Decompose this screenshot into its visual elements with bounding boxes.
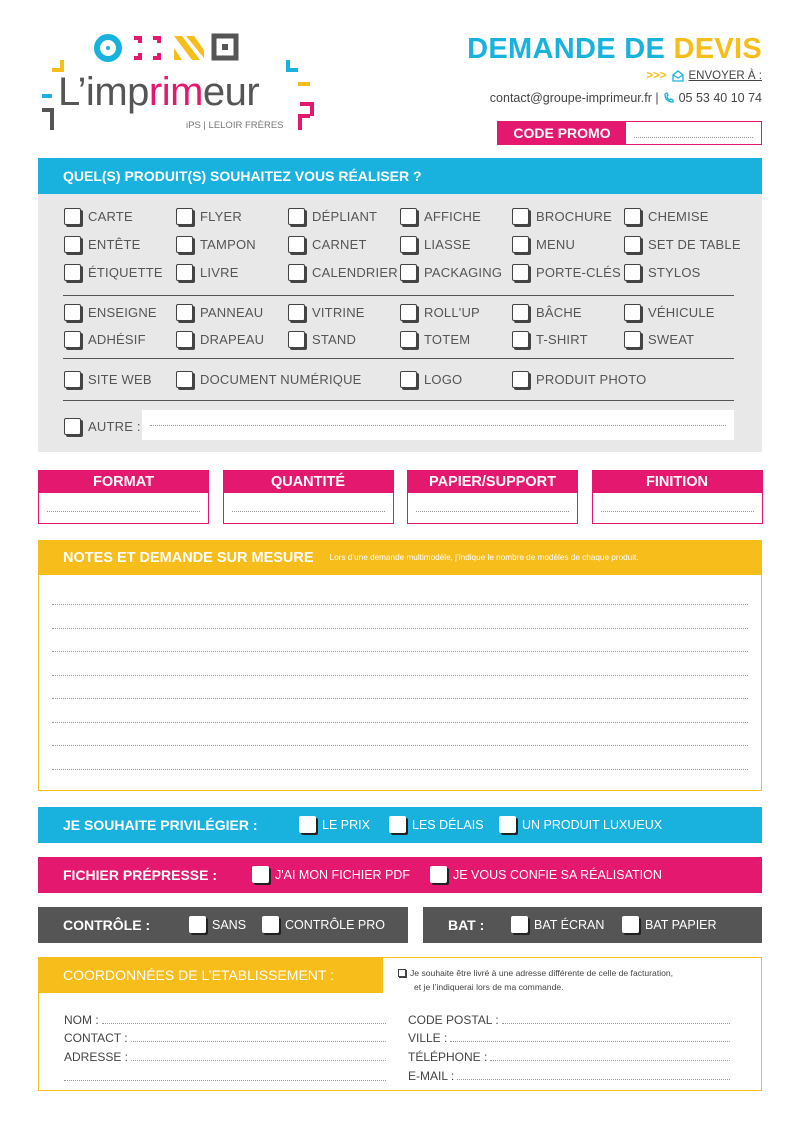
- notes-line[interactable]: [52, 675, 748, 676]
- send-label: ENVOYER À :: [688, 69, 762, 82]
- product-checkbox[interactable]: [512, 371, 529, 388]
- product-checkbox[interactable]: [512, 304, 529, 321]
- products-title: QUEL(S) PRODUIT(S) SOUHAITEZ VOUS RÉALISER ?: [38, 158, 762, 194]
- address-field-line2[interactable]: [64, 1080, 386, 1081]
- logo: [36, 30, 326, 140]
- priority-checkbox[interactable]: [499, 816, 516, 833]
- product-label: PORTE-CLÉS: [536, 265, 621, 280]
- control-option[interactable]: [189, 916, 246, 933]
- product-label: LIVRE: [200, 265, 239, 280]
- priority-option[interactable]: [499, 816, 662, 833]
- priority-option-label: UN PRODUIT LUXUEUX: [522, 817, 663, 832]
- product-label: BROCHURE: [536, 209, 612, 224]
- delivery-option[interactable]: [398, 966, 673, 994]
- product-option[interactable]: [288, 208, 377, 225]
- notes-line[interactable]: [52, 698, 748, 699]
- product-option[interactable]: [176, 264, 239, 281]
- logo-name-part2: rim: [148, 70, 203, 114]
- product-checkbox[interactable]: [64, 331, 81, 348]
- product-checkbox[interactable]: [288, 264, 305, 281]
- product-option[interactable]: [512, 331, 588, 348]
- product-checkbox[interactable]: [176, 371, 193, 388]
- product-option[interactable]: [512, 208, 612, 225]
- priority-checkbox[interactable]: [389, 816, 406, 833]
- prepress-checkbox[interactable]: [252, 866, 269, 883]
- product-option[interactable]: [288, 236, 367, 253]
- product-label: SET DE TABLE: [648, 237, 741, 252]
- page-title-part1: DEMANDE DE: [467, 33, 666, 65]
- product-option[interactable]: [176, 208, 242, 225]
- product-label: SWEAT: [648, 332, 695, 347]
- product-option[interactable]: [400, 331, 470, 348]
- product-option[interactable]: [512, 304, 582, 321]
- page-title: [467, 33, 762, 66]
- spec-label: FORMAT: [39, 471, 208, 493]
- product-label: CARNET: [312, 237, 367, 252]
- product-checkbox[interactable]: [512, 331, 529, 348]
- notes-header: [38, 540, 762, 575]
- product-label: DRAPEAU: [200, 332, 265, 347]
- paper-field[interactable]: [407, 470, 578, 524]
- notes-line[interactable]: [52, 604, 748, 605]
- product-checkbox[interactable]: [512, 236, 529, 253]
- control-option[interactable]: [262, 916, 385, 933]
- notes-line[interactable]: [52, 769, 748, 770]
- control-title: CONTRÔLE :: [63, 917, 151, 933]
- product-checkbox[interactable]: [624, 304, 641, 321]
- priority-option[interactable]: [389, 816, 484, 833]
- bat-checkbox[interactable]: [511, 916, 528, 933]
- product-option[interactable]: [176, 304, 263, 321]
- product-label: STAND: [312, 332, 357, 347]
- product-checkbox[interactable]: [176, 264, 193, 281]
- bat-checkbox[interactable]: [622, 916, 639, 933]
- product-option[interactable]: [400, 304, 480, 321]
- phone-field[interactable]: TÉLÉPHONE :: [408, 1050, 730, 1064]
- priority-option[interactable]: [299, 816, 370, 833]
- product-option[interactable]: [288, 264, 398, 281]
- priority-checkbox[interactable]: [299, 816, 316, 833]
- product-label: ENSEIGNE: [88, 305, 157, 320]
- product-label: CALENDRIER: [312, 265, 398, 280]
- product-option[interactable]: [64, 236, 140, 253]
- notes-title: NOTES ET DEMANDE SUR MESURE: [63, 549, 314, 566]
- product-option[interactable]: [400, 208, 481, 225]
- control-option-label: CONTRÔLE PRO: [285, 917, 386, 932]
- product-label: CARTE: [88, 209, 133, 224]
- contact-line: [490, 91, 762, 105]
- product-label: BÂCHE: [536, 305, 582, 320]
- product-checkbox[interactable]: [512, 264, 529, 281]
- product-option[interactable]: [512, 371, 646, 388]
- notes-line[interactable]: [52, 651, 748, 652]
- priority-option-label: LES DÉLAIS: [412, 817, 484, 832]
- product-label: VITRINE: [312, 305, 365, 320]
- delivery-line1: Je souhaite être livré à une adresse différente de celle de facturation,: [410, 968, 674, 978]
- divider: [63, 295, 734, 296]
- product-checkbox[interactable]: [624, 236, 641, 253]
- logo-name-part3: eur: [202, 70, 260, 114]
- product-checkbox[interactable]: [400, 236, 417, 253]
- product-option[interactable]: [64, 208, 133, 225]
- product-label: TOTEM: [424, 332, 471, 347]
- priority-option-label: LE PRIX: [322, 817, 370, 832]
- postal-field[interactable]: CODE POSTAL :: [408, 1013, 730, 1027]
- contact-title: COORDONNÉES DE L’ETABLISSEMENT :: [63, 967, 334, 983]
- promo-code-field[interactable]: [634, 122, 753, 138]
- product-checkbox[interactable]: [176, 304, 193, 321]
- prepress-checkbox[interactable]: [430, 866, 447, 883]
- contact-email[interactable]: contact@groupe-imprimeur.fr |: [489, 91, 659, 105]
- other-label: AUTRE :: [88, 419, 141, 434]
- bat-title: BAT :: [448, 917, 485, 933]
- product-option[interactable]: [624, 236, 741, 253]
- product-checkbox[interactable]: [512, 208, 529, 225]
- priority-title: JE SOUHAITE PRIVILÉGIER :: [63, 817, 258, 833]
- product-label: CHEMISE: [648, 209, 709, 224]
- prepress-title: FICHIER PRÉPRESSE :: [63, 867, 218, 883]
- product-checkbox[interactable]: [64, 236, 81, 253]
- other-option[interactable]: [64, 418, 141, 435]
- promo-code: [497, 121, 762, 145]
- prepress-option[interactable]: [430, 866, 662, 883]
- notes-line[interactable]: [52, 628, 748, 629]
- page-title-part2: DEVIS: [673, 33, 762, 65]
- product-label: LIASSE: [424, 237, 471, 252]
- format-field[interactable]: [38, 470, 209, 524]
- promo-code-label: CODE PROMO: [498, 122, 626, 144]
- other-checkbox[interactable]: [64, 418, 81, 435]
- address-field[interactable]: ADRESSE :: [64, 1050, 386, 1064]
- bat-option-label: BAT PAPIER: [645, 917, 717, 932]
- bat-option[interactable]: [511, 916, 604, 933]
- product-option[interactable]: [64, 264, 163, 281]
- product-checkbox[interactable]: [64, 304, 81, 321]
- product-label: DÉPLIANT: [312, 209, 378, 224]
- product-option[interactable]: [624, 304, 715, 321]
- product-label: ADHÉSIF: [88, 332, 146, 347]
- product-label: ENTÊTE: [88, 237, 141, 252]
- contact-header: [38, 957, 383, 993]
- spec-label: FINITION: [593, 471, 762, 493]
- control-checkbox[interactable]: [262, 916, 279, 933]
- notes-hint: Lors d’une demande multimodèle, j’indique le nombre de modèles de chaque produit.: [329, 553, 639, 562]
- product-option[interactable]: [512, 236, 575, 253]
- product-checkbox[interactable]: [176, 236, 193, 253]
- product-checkbox[interactable]: [400, 331, 417, 348]
- product-label: ÉTIQUETTE: [88, 265, 163, 280]
- product-option[interactable]: [64, 304, 157, 321]
- spec-label: QUANTITÉ: [224, 471, 393, 493]
- product-checkbox[interactable]: [64, 208, 81, 225]
- product-option[interactable]: [64, 371, 152, 388]
- product-label: SITE WEB: [88, 372, 152, 387]
- finish-field[interactable]: [592, 470, 763, 524]
- notes-box: [38, 540, 762, 791]
- product-option[interactable]: [288, 331, 356, 348]
- product-checkbox[interactable]: [624, 208, 641, 225]
- logo-name-part1: L’imp: [58, 70, 149, 114]
- phone-icon: [663, 92, 675, 104]
- product-label: ROLL'UP: [424, 305, 480, 320]
- product-option[interactable]: [400, 236, 471, 253]
- name-field[interactable]: NOM :: [64, 1013, 386, 1027]
- delivery-checkbox[interactable]: [398, 969, 406, 977]
- control-option-label: SANS: [212, 917, 247, 932]
- product-option[interactable]: [400, 371, 462, 388]
- logo-tagline: iPS | LELOIR FRÈRES: [186, 120, 284, 131]
- product-label: VÉHICULE: [648, 305, 715, 320]
- city-field[interactable]: VILLE :: [408, 1031, 730, 1045]
- product-option[interactable]: [64, 331, 146, 348]
- product-checkbox[interactable]: [288, 236, 305, 253]
- product-checkbox[interactable]: [64, 371, 81, 388]
- prepress-option-label: JE VOUS CONFIE SA RÉALISATION: [453, 867, 662, 882]
- product-option[interactable]: [400, 264, 502, 281]
- product-checkbox[interactable]: [400, 304, 417, 321]
- other-field[interactable]: [142, 410, 734, 440]
- contact-phone[interactable]: 05 53 40 10 74: [678, 91, 762, 105]
- product-option[interactable]: [176, 236, 256, 253]
- product-label: PANNEAU: [200, 305, 264, 320]
- send-to: [646, 69, 762, 82]
- product-checkbox[interactable]: [400, 208, 417, 225]
- product-label: DOCUMENT NUMÉRIQUE: [200, 372, 362, 387]
- product-label: AFFICHE: [424, 209, 482, 224]
- product-option[interactable]: [176, 331, 264, 348]
- spec-label: PAPIER/SUPPORT: [408, 471, 577, 493]
- divider: [63, 400, 734, 401]
- control-checkbox[interactable]: [189, 916, 206, 933]
- product-checkbox[interactable]: [176, 208, 193, 225]
- product-option[interactable]: [176, 371, 362, 388]
- product-checkbox[interactable]: [624, 331, 641, 348]
- prepress-option-label: J'AI MON FICHIER PDF: [275, 867, 411, 882]
- product-checkbox[interactable]: [64, 264, 81, 281]
- product-checkbox[interactable]: [400, 371, 417, 388]
- product-label: PRODUIT PHOTO: [536, 372, 647, 387]
- contact-field[interactable]: CONTACT :: [64, 1031, 386, 1045]
- product-checkbox[interactable]: [176, 331, 193, 348]
- product-option[interactable]: [624, 331, 694, 348]
- delivery-line2: et je l’indiquerai lors de ma commande.: [414, 982, 564, 992]
- notes-line[interactable]: [52, 722, 748, 723]
- bat-option-label: BAT ÉCRAN: [534, 917, 605, 932]
- product-label: STYLOS: [648, 265, 701, 280]
- product-checkbox[interactable]: [288, 304, 305, 321]
- product-label: T-SHIRT: [536, 332, 588, 347]
- prepress-option[interactable]: [252, 866, 410, 883]
- product-checkbox[interactable]: [288, 208, 305, 225]
- product-checkbox[interactable]: [288, 331, 305, 348]
- product-label: MENU: [536, 237, 576, 252]
- product-label: TAMPON: [200, 237, 256, 252]
- product-checkbox[interactable]: [400, 264, 417, 281]
- product-option[interactable]: [624, 208, 709, 225]
- product-option[interactable]: [624, 264, 701, 281]
- product-label: LOGO: [424, 372, 463, 387]
- product-option[interactable]: [512, 264, 621, 281]
- divider: [63, 358, 734, 359]
- email-field[interactable]: E-MAIL :: [408, 1069, 730, 1083]
- bat-option[interactable]: [622, 916, 717, 933]
- send-arrows: >>>: [646, 69, 667, 82]
- product-label: FLYER: [200, 209, 242, 224]
- product-checkbox[interactable]: [624, 264, 641, 281]
- product-option[interactable]: [288, 304, 365, 321]
- notes-line[interactable]: [52, 745, 748, 746]
- quantity-field[interactable]: [223, 470, 394, 524]
- product-label: PACKAGING: [424, 265, 503, 280]
- envelope-icon: [671, 69, 685, 82]
